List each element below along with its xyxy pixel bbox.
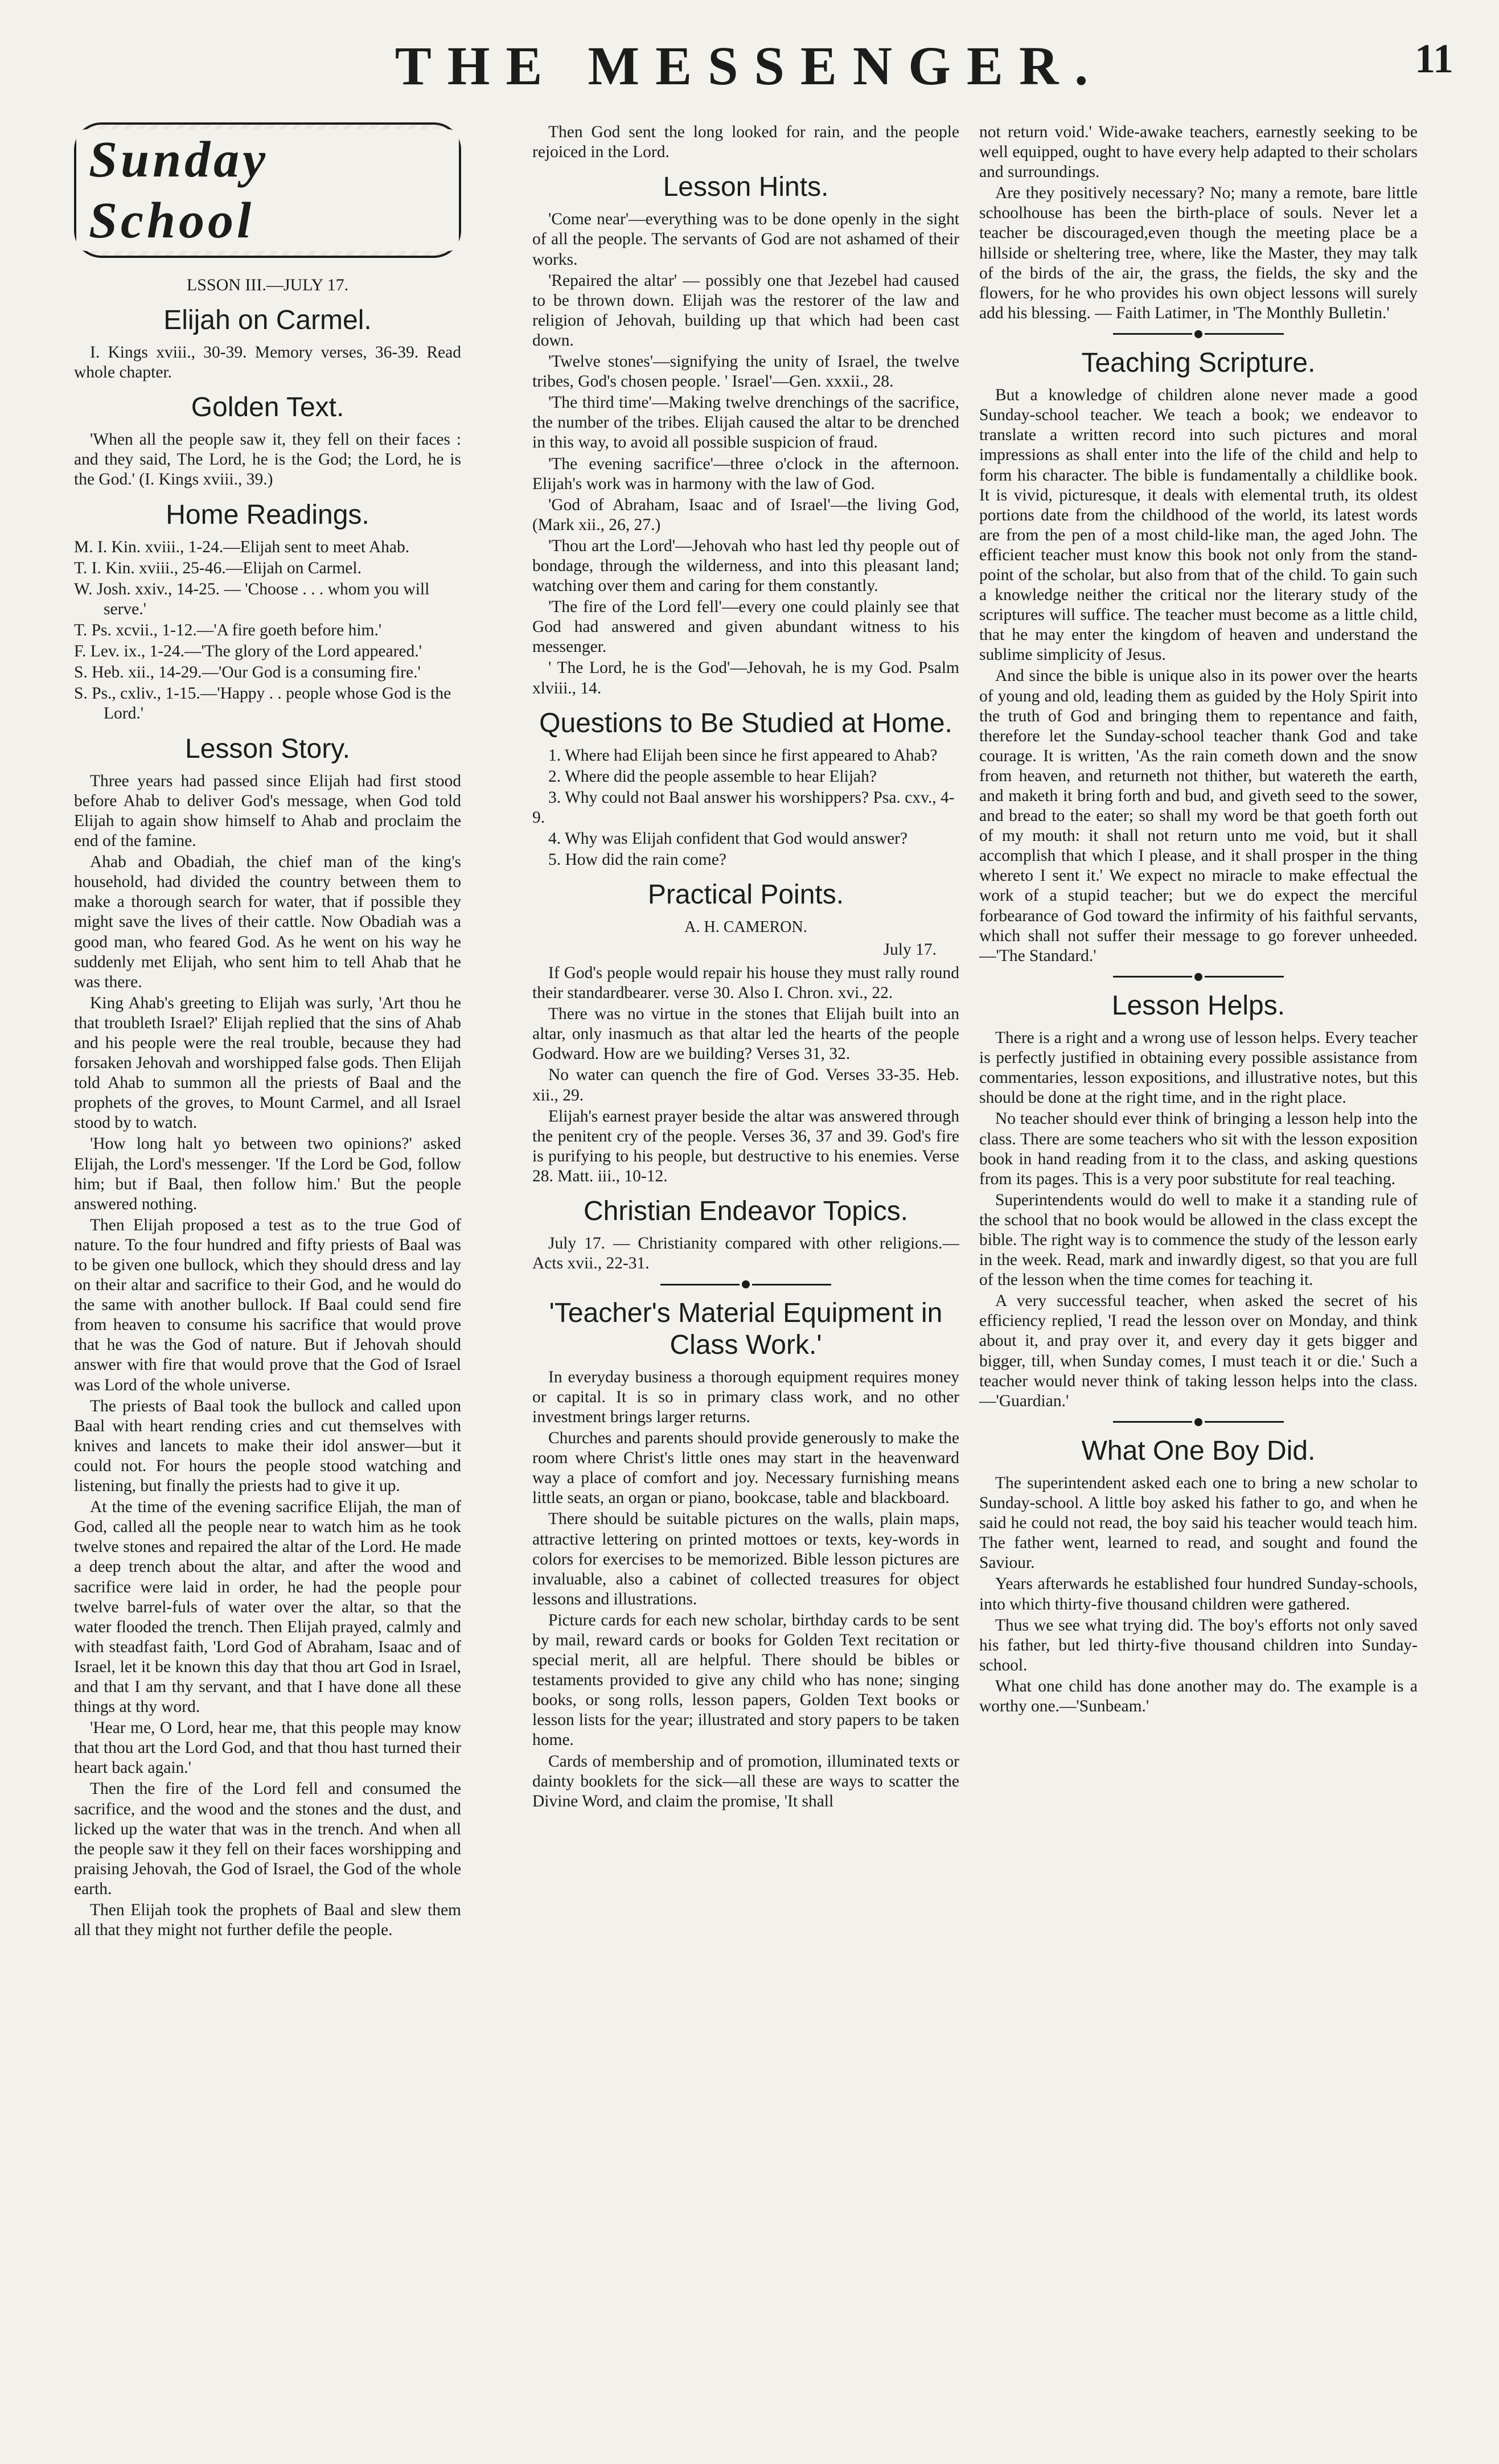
equipment-paragraph: In everyday business a thorough equipment requires money or capital. It is so in primary class work, and no other investment brings larger returns. [532, 1367, 959, 1426]
equipment-paragraph: Picture cards for each new scholar, birthday cards to be sent by mail, reward cards or books for Golden Text recitation or special merit, all are helpful. There should be bibles or testaments provided to give any child who has none; singing books, or song rolls, lesson papers, Golden Text books or lesson lists for the year; illustrated and story papers to be taken home. [532, 1611, 959, 1750]
hint-paragraph: 'The fire of the Lord fell'—every one could plainly see that God had answered and given abundant witness to his messenger. [532, 598, 959, 656]
section-divider [1113, 973, 1284, 981]
story-paragraph: At the time of the evening sacrifice Elijah, the man of God, called all the people near to watch him as he took twelve stones and repaired the altar of the Lord. He made a deep trench about the altar, and after the wood and sacrifice were laid in order, he had the people pour twelve barrel-fuls of water over the altar, so that the water flooded the trench. Then Elijah prayed, calmly and with steadfast faith, 'Lord God of Abraham, Isaac and of Israel, let it be known this day that thou art God in Israel, and that I am thy servant, and that I have done all these things at thy word. [74, 1498, 461, 1716]
helps-paragraph: There is a right and a wrong use of lesson helps. Every teacher is perfectly justified in obtaining every possible assistance from commentaries, lesson expositions, and illustrative notes, but this should be done at the right time, and in the right place. [979, 1029, 1418, 1107]
column-1 [74, 122, 461, 2434]
question-item: 3. Why could not Baal answer his worshippers? Psa. cxv., 4-9. [532, 789, 955, 827]
golden-text: 'When all the people saw it, they fell on their faces : and they said, The Lord, he is the God; the Lord, he is the God.' (I. Kings xviii., 39.) [74, 430, 461, 489]
section-divider [1113, 330, 1284, 338]
teaching-paragraph: And since the bible is unique also in its power over the hearts of young and old, leading them as guided by the Holy Spirit into the truth of God and bringing them to repentance and faith, therefore let the Sunday-school teacher thank God and take courage. It is written, 'As the rain cometh down and the snow from heaven, and returneth not thither, but watereth the earth, and maketh it bring forth and bud, and giveth seed to the sower, and bread to the eater; so shall my word be that goeth forth out of my mouth: it shall not return unto me void, but it shall accomplish that which I please, and it shall prosper in the thing whereto I sent it.' We expect no miracle to make effectual the work of a stupid teacher; but we do expect the merciful forbearance of God toward the infirmity of his faithful servants, which shall not suffer their message to go forever unheeded.—'The Standard.' [979, 667, 1418, 965]
hint-paragraph: 'Repaired the altar' — possibly one that Jezebel had caused to be thrown down. Elijah was the restorer of the law and religion of Jehovah, building up that which had been cast down. [532, 271, 959, 350]
boy-paragraph: What one child has done another may do. The example is a worthy one.—'Sunbeam.' [979, 1677, 1418, 1716]
lesson-number: LSSON III.—JULY 17. [186, 276, 349, 294]
masthead [34, 11, 1465, 120]
reading-item: T. Ps. xcvii., 1-12.—'A fire goeth before him.' [74, 621, 382, 640]
story-paragraph: King Ahab's greeting to Elijah was surly, 'Art thou he that troubleth Israel?' Elijah replied that the sins of Ahab and his people were the real trouble, because they had forsaken Jehovah and worshipped false gods. Then Elijah told Ahab to summon all the priests of Baal and the prophets of the groves, to Mount Carmel, and all Israel stood by to watch. [74, 993, 461, 1132]
story-paragraph: Three years had passed since Elijah had first stood before Ahab to deliver God's message, when God told Elijah to again show himself to Ahab and proclaim the end of the famine. [74, 771, 461, 851]
home-readings-heading: Home Readings. [166, 499, 369, 530]
endeavor-topic: July 17. — Christianity compared with other religions.—Acts xvii., 22-31. [532, 1234, 959, 1273]
lesson-helps-heading: Lesson Helps. [1111, 990, 1286, 1021]
hint-paragraph: 'Come near'—everything was to be done openly in the sight of all the people. The servants of God are not ashamed of their works. [532, 210, 959, 269]
question-item: 2. Where did the people assemble to hear Elijah? [548, 767, 877, 786]
reading-item: S. Heb. xii., 14-29.—'Our God is a consuming fire.' [74, 663, 421, 682]
practical-points-heading: Practical Points. [647, 880, 844, 910]
hint-paragraph: 'Thou art the Lord'—Jehovah who hast led thy people out of bondage, through the wilderness, and into this pleasant land; watching over them and caring for them constantly. [532, 536, 959, 596]
equipment-paragraph: Churches and parents should provide generously to make the room where Christ's little ones may start in the heavenward way a place of comfort and joy. Necessary furnishing means little seats, an organ or piano, bookcase, table and blackboard. [532, 1429, 959, 1508]
practical-paragraph: Elijah's earnest prayer beside the altar was answered through the penitent cry of the people. Verses 36, 37 and 39. God's fire is purifying to his people, but destructive to his enemies. Verse 28. Matt. iii., 10-12. [532, 1107, 959, 1185]
sunday-school-logo [74, 122, 461, 258]
reading-item: W. Josh. xxiv., 14-25. — 'Choose . . . whom you will serve.' [74, 580, 430, 618]
hint-paragraph: 'Twelve stones'—signifying the unity of Israel, the twelve tribes, God's chosen people. ' Israel'—Gen. xxxii., 28. [532, 352, 959, 391]
practical-paragraph: There was no virtue in the stones that Elijah built into an altar, only inasmuch as that altar led the hearts of the people Godward. How are we building? Verses 31, 32. [532, 1005, 959, 1063]
helps-paragraph: Superintendents would do well to make it a standing rule of the school that no book would be allowed in the class except the bible. The right way is to commence the study of the lesson early in the week. Read, mark and inwardly digest, so that you are full of the lesson when the time comes for teaching it. [979, 1190, 1418, 1290]
helps-paragraph: A very successful teacher, when asked the secret of his efficiency replied, 'I read the lesson over on Monday, and think about it, and pray over it, and every day it gets bigger and bigger, till, when Sunday comes, I must teach it or die.' Such a teacher would never think of taking lesson helps into the class.—'Guardian.' [979, 1292, 1418, 1410]
reading-item: F. Lev. ix., 1-24.—'The glory of the Lord appeared.' [74, 642, 422, 661]
newspaper-title: THE MESSENGER. [395, 35, 1104, 96]
endeavor-topics-heading: Christian Endeavor Topics. [583, 1196, 909, 1226]
equipment-continuation: Are they positively necessary? No; many a remote, bare little schoolhouse has been the birth-place of souls. Never let a teacher be discouraged,even though the meeting place be a hillside or sheltering tree, where, like the Master, they may talk of the birds of the air, the grass, the fields, the sky and the flowers, for he who provides his own object lessons will surely add his blessing. — Faith Latimer, in 'The Monthly Bulletin.' [979, 184, 1418, 322]
page-number: 11 [1414, 36, 1453, 81]
questions-list [532, 746, 959, 870]
story-conclusion: Then God sent the long looked for rain, and the people rejoiced in the Lord. [532, 123, 959, 162]
boy-paragraph: Years afterwards he established four hundred Sunday-schools, into which thirty-five thousand children were gathered. [979, 1575, 1418, 1613]
story-paragraph: 'Hear me, O Lord, hear me, that this people may know that thou art the Lord God, and that thou hast turned their heart back again.' [74, 1719, 461, 1777]
story-paragraph: Ahab and Obadiah, the chief man of the king's household, had divided the country between them to make a thorough search for water, that if possible they might save the lives of their cattle. Now Obadiah was a good man, who feared God. As he went on his way he suddenly met Elijah, who sent him to tell Ahab that he was there. [74, 853, 461, 991]
story-paragraph: Then Elijah proposed a test as to the true God of nature. To the four hundred and fifty priests of Baal was to be given one bullock, which they should dress and lay on their altar and sacrifice to their God, and he would do the same with another bullock. If Baal could send fire from heaven to consume his sacrifice that would prove that he was the God of nature. But if Jehovah should answer with fire that would prove that the God of Israel was Lord of the whole universe. [74, 1215, 461, 1394]
equipment-paragraph: There should be suitable pictures on the walls, plain maps, attractive lettering on printed mottoes or texts, key-words in colors for exercises to be memorized. Bible lesson pictures are invaluable, also a cabinet of collected treasures for object lessons and illustrations. [532, 1510, 959, 1608]
lesson-hints-heading: Lesson Hints. [663, 172, 829, 203]
reading-item: S. Ps., cxliv., 1-15.—'Happy . . people whose God is the Lord.' [74, 684, 451, 723]
lesson-story-heading: Lesson Story. [185, 733, 350, 764]
practical-points-date: July 17. [883, 940, 937, 959]
practical-paragraph: No water can quench the fire of God. Verses 33-35. Heb. xii., 29. [532, 1066, 959, 1104]
hint-paragraph: ' The Lord, he is the God'—Jehovah, he is my God. Psalm xlviii., 14. [532, 659, 959, 697]
story-paragraph: Then the fire of the Lord fell and consumed the sacrifice, and the wood and the stones and the dust, and licked up the water that was in the trench. And when all the people saw it they fell on their faces worshipping and praising Jehovah, the God of Israel, the God of the whole earth. [74, 1780, 461, 1898]
teaching-scripture-heading: Teaching Scripture. [1081, 347, 1316, 378]
section-divider [1113, 1418, 1284, 1426]
helps-paragraph: No teacher should ever think of bringing a lesson help into the class. There are some teachers who sit with the lesson exposition book in hand reading from it to the class, and asking questions from its pages. This is a very poor substitute for real teaching. [979, 1110, 1418, 1188]
lesson-title: Elijah on Carmel. [163, 305, 372, 335]
column-2 [532, 122, 959, 2434]
home-readings-list [74, 537, 461, 724]
question-item: 5. How did the rain come? [548, 851, 726, 869]
boy-paragraph: The superintendent asked each one to bring a new scholar to Sunday-school. A little boy asked his father to go, and when he said he could not read, the boy said his teacher would teach him. The father went, learned to read, and sought and found the Saviour. [979, 1474, 1418, 1572]
question-item: 1. Where had Elijah been since he first appeared to Ahab? [548, 746, 938, 765]
practical-paragraph: If God's people would repair his house they must rally round their standardbearer. verse 30. Also I. Chron. xvi., 22. [532, 963, 959, 1003]
lesson-references: I. Kings xviii., 30-39. Memory verses, 36-39. Read whole chapter. [74, 343, 461, 381]
equipment-paragraph: Cards of membership and of promotion, illuminated texts or dainty booklets for the sick—all these are ways to scatter the Divine Word, and claim the promise, 'It shall [532, 1752, 959, 1810]
column-3 [979, 122, 1418, 2434]
hint-paragraph: 'The evening sacrifice'—three o'clock in the afternoon. Elijah's work was in harmony with the law of God. [532, 454, 959, 493]
equipment-heading: 'Teacher's Material Equipment in Class Work.' [549, 1298, 943, 1360]
one-boy-heading: What One Boy Did. [1081, 1435, 1316, 1466]
golden-text-heading: Golden Text. [191, 392, 344, 423]
story-paragraph: Then Elijah took the prophets of Baal and slew them all that they might not further defile the people. [74, 1901, 461, 1940]
question-item: 4. Why was Elijah confident that God would answer? [548, 829, 908, 848]
teaching-paragraph: But a knowledge of children alone never made a good Sunday-school teacher. We teach a book; we endeavor to translate a written record into such pictures and moral impressions as shall enter into the life of the child and help to form his character. The bible is fundamentally a childlike book. It is vivid, picturesque, it deals with elemental truth, its oldest portions date from the childhood of the world, its latest words are from the pen of a most child-like man, the aged John. The efficient teacher must know this book not only from the stand-point of the scholar, but also from that of the child. To gain such a knowledge neither the critical nor the literary study of the scriptures will suffice. The teacher must become as a little child, that he may enter the kingdom of heaven and understand the sublime simplicity of Jesus. [979, 386, 1418, 664]
story-paragraph: The priests of Baal took the bullock and called upon Baal with heart rending cries and cut themselves with knives and lancets to make their idol answer—but it could not. For hours the people stood watching and listening, but finally the priests had to give it up. [74, 1397, 461, 1496]
story-paragraph: 'How long halt yo between two opinions?' asked Elijah, the Lord's messenger. 'If the Lord be God, follow him; but if Baal, then follow him.' But the people answered nothing. [74, 1135, 461, 1213]
practical-points-author: A. H. CAMERON. [684, 918, 807, 936]
equipment-continuation: not return void.' Wide-awake teachers, earnestly seeking to be well equipped, ought to have every help adapted to their scholars and surroundings. [979, 123, 1418, 182]
reading-item: T. I. Kin. xviii., 25-46.—Elijah on Carmel. [74, 558, 362, 577]
hint-paragraph: 'The third time'—Making twelve drenchings of the sacrifice, the number of the tribes. Elijah caused the altar to be drenched in this way, to avoid all possible suspicion of fraud. [532, 393, 959, 452]
questions-heading: Questions to Be Studied at Home. [539, 708, 952, 738]
logo-lettering: Sunday School [76, 129, 459, 251]
section-divider [660, 1280, 831, 1288]
hint-paragraph: 'God of Abraham, Isaac and of Israel'—the living God, (Mark xii., 26, 27.) [532, 495, 959, 534]
boy-paragraph: Thus we see what trying did. The boy's efforts not only saved his father, but led thirty-five thousand children into Sunday-school. [979, 1616, 1418, 1674]
reading-item: M. I. Kin. xviii., 1-24.—Elijah sent to meet Ahab. [74, 537, 410, 556]
